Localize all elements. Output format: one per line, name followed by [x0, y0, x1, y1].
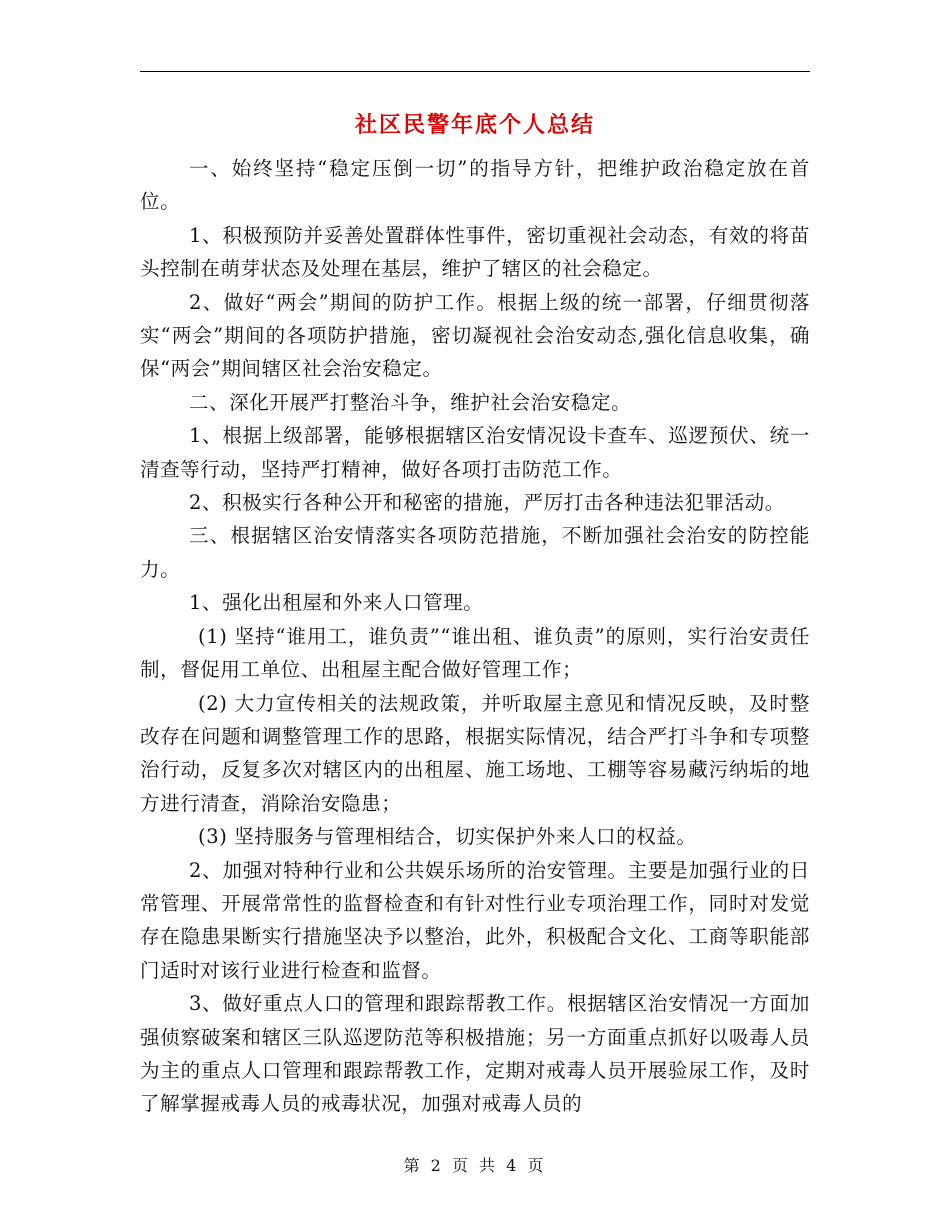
paragraph: 二、深化开展严打整治斗争，维护社会治安稳定。: [189, 390, 632, 414]
paragraph: 2、积极实行各种公开和秘密的措施，严厉打击各种违法犯罪活动。: [189, 491, 785, 515]
paragraph: 1、根据上级部署，能够根据辖区治安情况设卡查车、巡逻预伏、统一清查等行动，坚持严打精神，做好各项打击防范工作。: [140, 424, 810, 481]
paragraph: 2、加强对特种行业和公共娱乐场所的治安管理。主要是加强行业的日常管理、开展常常性的监督检查和有针对性行业专项治理工作，同时对发觉存在隐患果断实行措施坚决予以整治，此外，积极配合文化、工商等职能部门适时对该行业进行检查和监督。: [140, 858, 810, 982]
paragraph: 2、做好“两会”期间的防护工作。根据上级的统一部署，仔细贯彻落实“两会”期间的各项防护措施，密切凝视社会治安动态,强化信息收集，确保“两会”期间辖区社会治安稳定。: [140, 290, 810, 381]
paragraph: 1、强化出租屋和外来人口管理。: [189, 591, 484, 615]
paragraph: (2) 大力宣传相关的法规政策，并听取屋主意见和情况反映，及时整改存在问题和调整管理工作的思路，根据实际情况，结合严打斗争和专项整治行动，反复多次对辖区内的出租屋、施工场地、工棚等容易藏污纳垢的地方进行清查，消除治安隐患；: [140, 691, 810, 815]
paragraph: (3) 坚持服务与管理相结合，切实保护外来人口的权益。: [198, 825, 697, 849]
paragraph: 1、积极预防并妥善处置群体性事件，密切重视社会动态，有效的将苗头控制在萌芽状态及处理在基层，维护了辖区的社会稳定。: [140, 223, 810, 281]
document-body: [140, 152, 810, 1121]
header-rule: [140, 71, 810, 72]
document-title: 社区民警年底个人总结: [354, 112, 595, 138]
paragraph: (1) 坚持“谁用工，谁负责”“谁出租、谁负责”的原则，实行治安责任制，督促用工单位、出租屋主配合做好管理工作；: [140, 624, 810, 682]
page-number-footer: 第 2 页 共 4 页: [403, 1156, 547, 1175]
paragraph: 3、做好重点人口的管理和跟踪帮教工作。根据辖区治安情况一方面加强侦察破案和辖区三队巡逻防范等积极措施；另一方面重点抓好以吸毒人员为主的重点人口管理和跟踪帮教工作，定期对戒毒人员开展验尿工作，及时了解掌握戒毒人员的戒毒状况，加强对戒毒人员的: [140, 992, 810, 1116]
paragraph: 一、始终坚持“稳定压倒一切”的指导方针，把维护政治稳定放在首位。: [140, 157, 810, 214]
paragraph: 三、根据辖区治安情落实各项防范措施，不断加强社会治安的防控能力。: [140, 524, 810, 581]
